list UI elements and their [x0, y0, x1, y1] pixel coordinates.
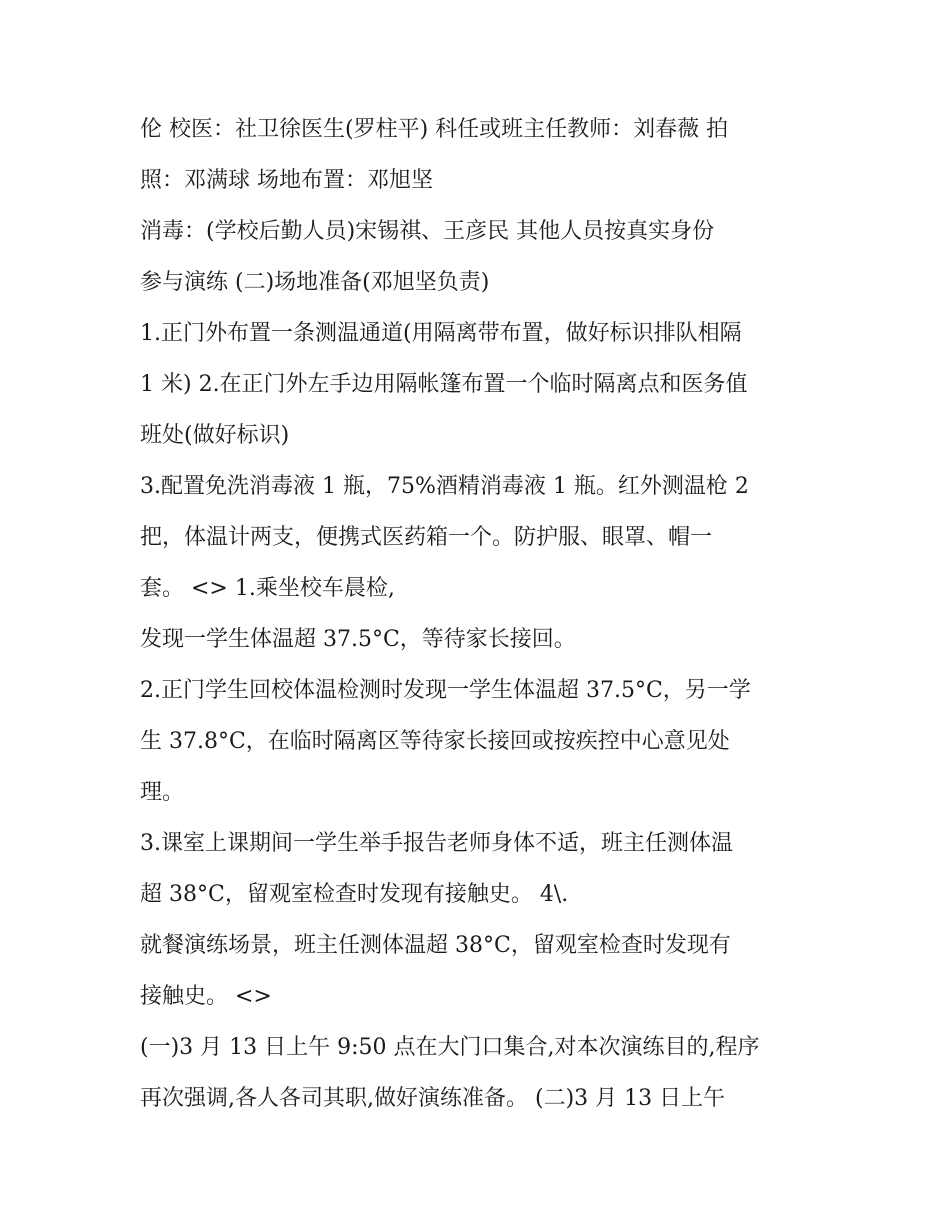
- text-line: 消毒：(学校后勤人员)宋锡祺、王彦民 其他人员按真实身份: [140, 219, 715, 244]
- text-line: 超 38°C，留观室检查时发现有接触史。 4\.: [140, 882, 569, 907]
- text-line: 1 米) 2.在正门外左手边用隔帐篷布置一个临时隔离点和医务值: [140, 372, 748, 397]
- text-line: 发现一学生体温超 37.5°C，等待家长接回。: [140, 627, 576, 652]
- text-line: 就餐演练场景，班主任测体温超 38°C，留观室检查时发现有: [140, 933, 731, 958]
- text-line: 生 37.8°C，在临时隔离区等待家长接回或按疾控中心意见处: [140, 729, 730, 754]
- text-line: 接触史。 <>: [140, 984, 272, 1009]
- text-line: 参与演练 (二)场地准备(邓旭坚负责): [140, 270, 490, 295]
- text-line: 2.正门学生回校体温检测时发现一学生体温超 37.5°C，另一学: [140, 678, 751, 703]
- text-line: (一)3 月 13 日上午 9:50 点在大门口集合,对本次演练目的,程序: [140, 1035, 760, 1060]
- text-line: 3.课室上课期间一学生举手报告老师身体不适，班主任测体温: [140, 831, 733, 856]
- text-line: 伦 校医：社卫徐医生(罗柱平) 科任或班主任教师：刘春薇 拍: [140, 117, 729, 142]
- text-line: 把，体温计两支，便携式医药箱一个。防护服、眼罩、帽一: [140, 525, 713, 550]
- text-line: 再次强调,各人各司其职,做好演练准备。 (二)3 月 13 日上午: [140, 1086, 726, 1111]
- text-line: 班处(做好标识): [140, 423, 290, 448]
- document-body: [140, 104, 830, 1124]
- text-line: 套。 <> 1.乘坐校车晨检,: [140, 576, 395, 601]
- text-line: 理。: [140, 780, 185, 805]
- text-line: 照：邓满球 场地布置：邓旭坚: [140, 168, 433, 193]
- text-line: 3.配置免洗消毒液 1 瓶，75%酒精消毒液 1 瓶。红外测温枪 2: [140, 474, 749, 499]
- text-line: 1.正门外布置一条测温通道(用隔离带布置，做好标识排队相隔: [140, 321, 742, 346]
